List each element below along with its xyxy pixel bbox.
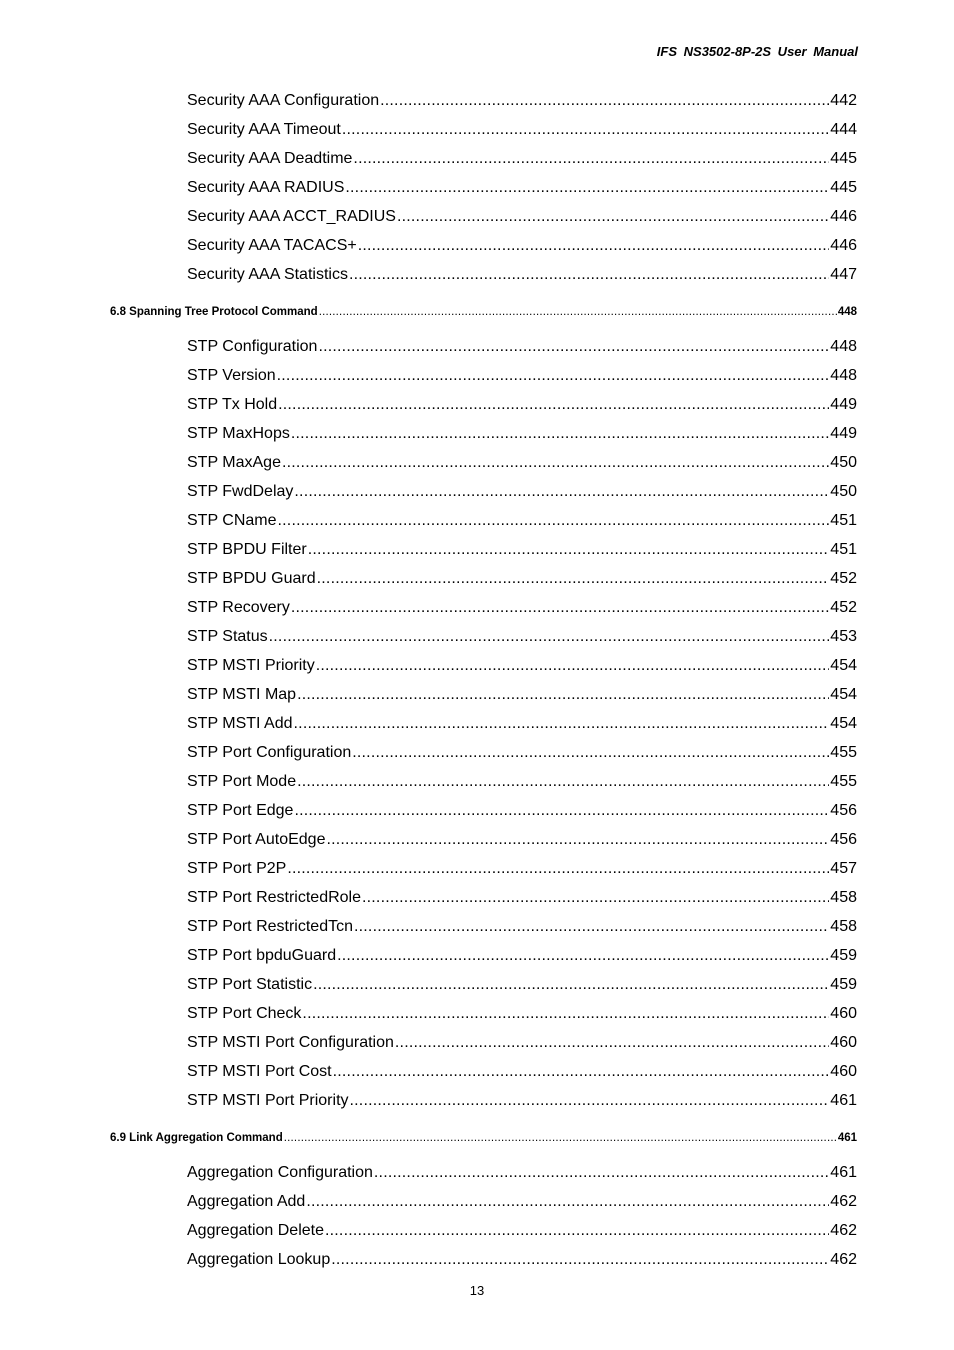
- toc-entry-label: Security AAA Statistics: [187, 266, 348, 283]
- dot-leader: [333, 1057, 830, 1086]
- dot-leader: [380, 86, 829, 115]
- toc-entry-label: Security AAA Configuration: [187, 92, 380, 109]
- dot-leader: [397, 202, 829, 231]
- toc-entry-page: 457: [830, 860, 857, 877]
- toc-entry-label: STP Port RestrictedTcn: [187, 918, 353, 935]
- dot-leader: [316, 651, 830, 680]
- dot-leader: [308, 535, 830, 564]
- toc-entry[interactable]: [187, 999, 857, 1028]
- dot-leader: [353, 144, 829, 173]
- toc-entry[interactable]: [187, 535, 857, 564]
- toc-entry-page: 461: [830, 1164, 857, 1181]
- toc-entry-label: STP Configuration: [187, 338, 318, 355]
- toc-entry-page: 456: [830, 831, 857, 848]
- toc-entry[interactable]: [187, 231, 857, 260]
- toc-entry-label: STP CName: [187, 512, 277, 529]
- toc-entry[interactable]: [187, 173, 857, 202]
- toc-entry-page: 461: [837, 1132, 857, 1144]
- toc-entry-page: 452: [830, 599, 857, 616]
- toc-entry-label: Aggregation Add: [187, 1193, 306, 1210]
- dot-leader: [317, 564, 830, 593]
- toc-entry-page: 454: [830, 715, 857, 732]
- toc-entry[interactable]: [187, 622, 857, 651]
- dot-leader: [374, 1158, 829, 1187]
- toc-entry-page: 452: [830, 570, 857, 587]
- dot-leader: [318, 332, 829, 361]
- dot-leader: [302, 999, 829, 1028]
- toc-entry-label: Security AAA Timeout: [187, 121, 341, 138]
- toc-entry-page: 448: [830, 367, 857, 384]
- toc-entry-page: 444: [830, 121, 857, 138]
- toc-entry-label: STP Tx Hold: [187, 396, 278, 413]
- toc-entry-label: STP BPDU Guard: [187, 570, 316, 587]
- toc-entry-label: Security AAA RADIUS: [187, 179, 345, 196]
- dot-leader: [313, 970, 829, 999]
- dot-leader: [269, 622, 830, 651]
- toc-entry-page: 458: [830, 889, 857, 906]
- table-of-contents: [0, 86, 954, 1274]
- toc-entry[interactable]: [187, 115, 857, 144]
- toc-entry-page: 449: [830, 425, 857, 442]
- page-header-title: IFS NS3502-8P-2S User Manual: [656, 44, 858, 59]
- toc-entry-label: STP Recovery: [187, 599, 290, 616]
- toc-entry-page: 462: [830, 1193, 857, 1210]
- toc-entry-page: 449: [830, 396, 857, 413]
- toc-entry[interactable]: [187, 941, 857, 970]
- toc-entry-label: STP Port Statistic: [187, 976, 313, 993]
- dot-leader: [287, 854, 829, 883]
- toc-entry[interactable]: [187, 854, 857, 883]
- toc-entry-label: STP MSTI Add: [187, 715, 293, 732]
- toc-entry[interactable]: [187, 419, 857, 448]
- toc-entry[interactable]: [187, 564, 857, 593]
- toc-entry[interactable]: [187, 477, 857, 506]
- toc-section-heading[interactable]: [110, 302, 857, 322]
- toc-entry-page: 455: [830, 744, 857, 761]
- toc-entry-page: 448: [837, 306, 857, 318]
- dot-leader: [297, 680, 829, 709]
- toc-entry[interactable]: [187, 1216, 857, 1245]
- dot-leader: [342, 115, 829, 144]
- toc-entry-label: STP Port RestrictedRole: [187, 889, 361, 906]
- toc-entry[interactable]: [187, 448, 857, 477]
- toc-entry-label: STP Port Edge: [187, 802, 294, 819]
- toc-entry[interactable]: [187, 883, 857, 912]
- toc-entry-page: 451: [830, 512, 857, 529]
- toc-entry-label: 6.8 Spanning Tree Protocol Command: [110, 306, 318, 318]
- dot-leader: [362, 883, 829, 912]
- toc-entry-label: STP Port bpduGuard: [187, 947, 337, 964]
- toc-entry-label: STP MSTI Port Configuration: [187, 1034, 394, 1051]
- dot-leader: [395, 1028, 829, 1057]
- toc-entry-page: 459: [830, 947, 857, 964]
- toc-entry-label: STP Version: [187, 367, 276, 384]
- toc-entry[interactable]: [187, 86, 857, 115]
- dot-leader: [284, 1128, 837, 1148]
- dot-leader: [358, 231, 830, 260]
- toc-entry-page: 462: [830, 1222, 857, 1239]
- toc-entry-page: 447: [830, 266, 857, 283]
- toc-entry-page: 445: [830, 150, 857, 167]
- dot-leader: [349, 260, 829, 289]
- toc-entry-page: 460: [830, 1034, 857, 1051]
- toc-entry-page: 460: [830, 1005, 857, 1022]
- dot-leader: [345, 173, 829, 202]
- toc-entry-label: STP BPDU Filter: [187, 541, 307, 558]
- dot-leader: [319, 302, 837, 322]
- toc-entry[interactable]: [187, 332, 857, 361]
- dot-leader: [326, 825, 829, 854]
- toc-entry-page: 454: [830, 686, 857, 703]
- toc-entry[interactable]: [187, 767, 857, 796]
- dot-leader: [294, 796, 829, 825]
- toc-entry-label: Aggregation Configuration: [187, 1164, 373, 1181]
- toc-entry-page: 445: [830, 179, 857, 196]
- toc-entry-label: STP Port Check: [187, 1005, 302, 1022]
- dot-leader: [291, 419, 829, 448]
- toc-entry-label: STP MSTI Map: [187, 686, 297, 703]
- toc-entry-page: 453: [830, 628, 857, 645]
- toc-entry-page: 459: [830, 976, 857, 993]
- toc-entry-page: 455: [830, 773, 857, 790]
- toc-entry-page: 458: [830, 918, 857, 935]
- toc-entry-label: STP Status: [187, 628, 268, 645]
- toc-entry[interactable]: [187, 202, 857, 231]
- toc-entry-page: 462: [830, 1251, 857, 1268]
- toc-entry[interactable]: [187, 1057, 857, 1086]
- toc-entry-label: Security AAA ACCT_RADIUS: [187, 208, 396, 225]
- toc-entry[interactable]: [187, 680, 857, 709]
- toc-entry[interactable]: [187, 1086, 857, 1115]
- toc-entry-page: 442: [830, 92, 857, 109]
- toc-entry-page: 448: [830, 338, 857, 355]
- dot-leader: [331, 1245, 829, 1274]
- dot-leader: [278, 506, 830, 535]
- dot-leader: [294, 477, 829, 506]
- dot-leader: [291, 593, 829, 622]
- toc-entry-label: STP Port AutoEdge: [187, 831, 326, 848]
- toc-entry-page: 450: [830, 454, 857, 471]
- toc-entry-page: 456: [830, 802, 857, 819]
- toc-entry-label: STP FwdDelay: [187, 483, 294, 500]
- dot-leader: [352, 738, 829, 767]
- toc-entry-label: STP Port P2P: [187, 860, 287, 877]
- toc-entry-label: STP Port Mode: [187, 773, 297, 790]
- dot-leader: [325, 1216, 829, 1245]
- toc-entry-page: 461: [830, 1092, 857, 1109]
- toc-entry-page: 446: [830, 237, 857, 254]
- toc-entry[interactable]: [187, 260, 857, 289]
- dot-leader: [306, 1187, 829, 1216]
- toc-entry[interactable]: [187, 144, 857, 173]
- toc-entry[interactable]: [187, 796, 857, 825]
- dot-leader: [277, 361, 830, 390]
- toc-entry-page: 451: [830, 541, 857, 558]
- dot-leader: [350, 1086, 830, 1115]
- page-number: 13: [469, 1283, 485, 1298]
- toc-entry-page: 460: [830, 1063, 857, 1080]
- toc-entry[interactable]: [187, 1158, 857, 1187]
- toc-entry[interactable]: [187, 361, 857, 390]
- toc-entry[interactable]: [187, 1187, 857, 1216]
- toc-entry[interactable]: [187, 970, 857, 999]
- dot-leader: [294, 709, 830, 738]
- dot-leader: [337, 941, 829, 970]
- toc-entry-label: Aggregation Lookup: [187, 1251, 331, 1268]
- toc-entry-label: 6.9 Link Aggregation Command: [110, 1132, 283, 1144]
- toc-entry-label: STP MSTI Port Cost: [187, 1063, 332, 1080]
- toc-entry[interactable]: [187, 593, 857, 622]
- dot-leader: [297, 767, 829, 796]
- toc-entry-label: Security AAA TACACS+: [187, 237, 357, 254]
- toc-entry-page: 446: [830, 208, 857, 225]
- toc-entry[interactable]: [187, 738, 857, 767]
- toc-entry[interactable]: [187, 506, 857, 535]
- toc-entry-label: Aggregation Delete: [187, 1222, 324, 1239]
- toc-section-heading[interactable]: [110, 1128, 857, 1148]
- toc-entry[interactable]: [187, 1028, 857, 1057]
- dot-leader: [282, 448, 829, 477]
- toc-entry-label: Security AAA Deadtime: [187, 150, 353, 167]
- toc-entry[interactable]: [187, 912, 857, 941]
- toc-entry[interactable]: [187, 651, 857, 680]
- toc-entry[interactable]: [187, 825, 857, 854]
- toc-entry-page: 450: [830, 483, 857, 500]
- toc-entry-label: STP Port Configuration: [187, 744, 352, 761]
- dot-leader: [354, 912, 829, 941]
- toc-entry-page: 454: [830, 657, 857, 674]
- toc-entry[interactable]: [187, 709, 857, 738]
- dot-leader: [278, 390, 829, 419]
- toc-entry-label: STP MaxHops: [187, 425, 290, 442]
- toc-entry-label: STP MSTI Priority: [187, 657, 315, 674]
- toc-entry[interactable]: [187, 390, 857, 419]
- toc-entry-label: STP MaxAge: [187, 454, 281, 471]
- toc-entry[interactable]: [187, 1245, 857, 1274]
- toc-entry-label: STP MSTI Port Priority: [187, 1092, 349, 1109]
